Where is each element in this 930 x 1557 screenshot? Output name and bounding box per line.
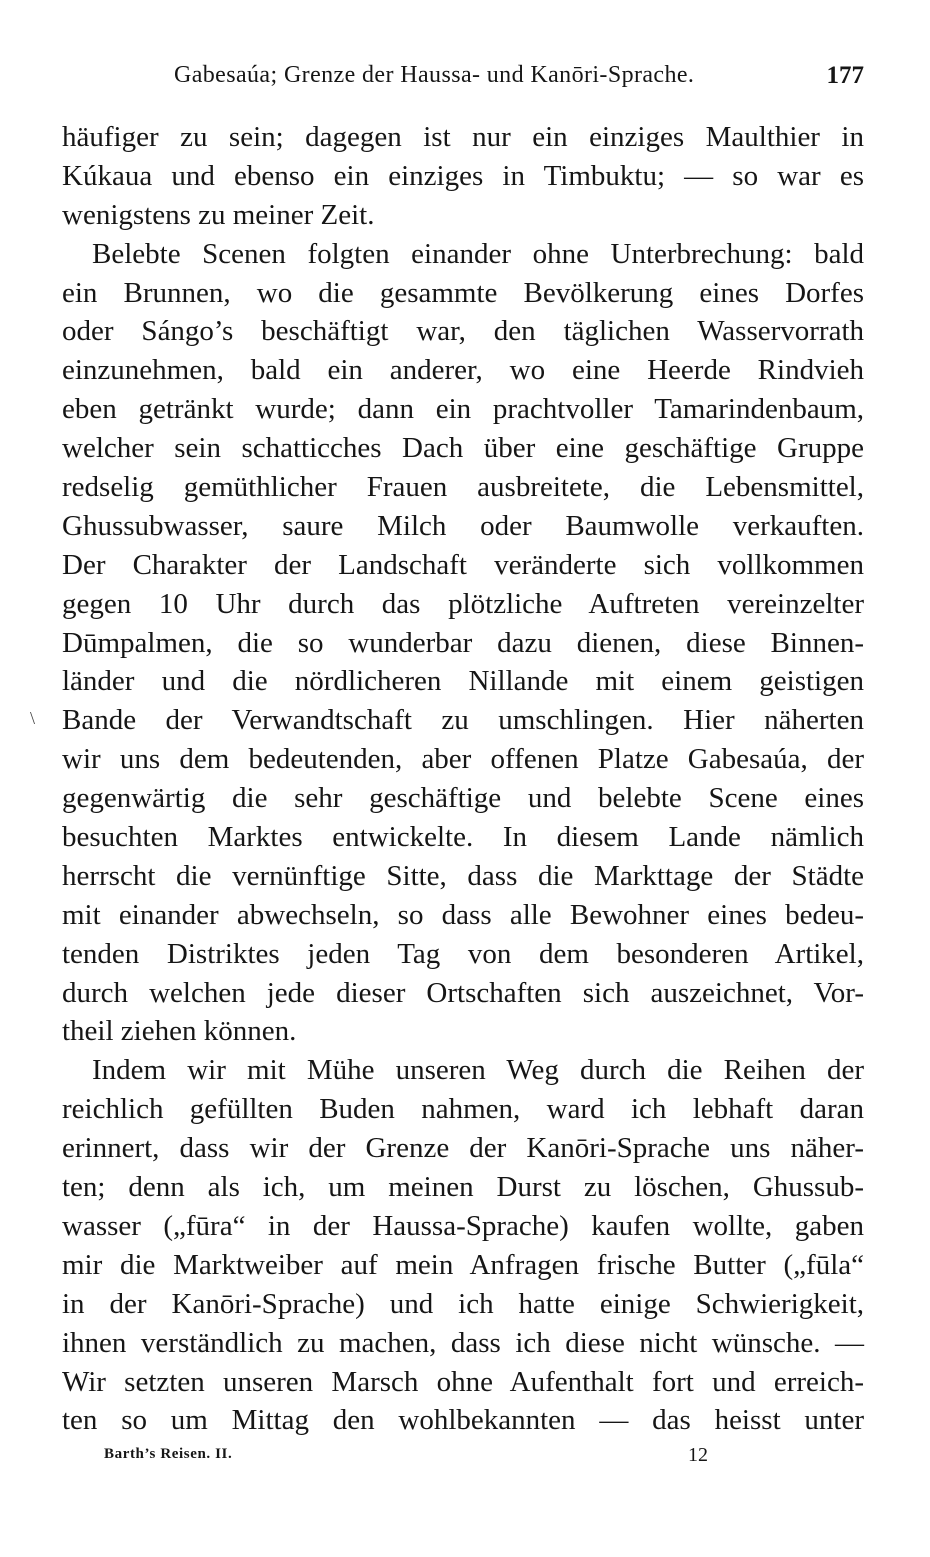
- text-line: welcher sein schatticches Dach über eine geschäftige Gruppe: [62, 432, 864, 465]
- text-line: mit einander abwechseln, so dass alle Bewohner eines bedeu-: [62, 898, 864, 931]
- page-number: 177: [826, 62, 864, 89]
- paragraph-start-line: Indem wir mit Mühe unseren Weg durch die Reihen der: [92, 1054, 864, 1087]
- text-line: Dūmpalmen, die so wunderbar dazu dienen, diese Binnen-: [62, 626, 864, 659]
- text-line: ten; denn als ich, um meinen Durst zu löschen, Ghussub-: [62, 1171, 864, 1204]
- text-line: redselig gemüthlicher Frauen ausbreitete, die Lebensmittel,: [62, 471, 864, 504]
- printer-signature: Barth’s Reisen. II.: [104, 1446, 233, 1462]
- text-line: Der Charakter der Landschaft veränderte sich vollkommen: [62, 548, 864, 581]
- margin-mark: \: [30, 708, 36, 728]
- text-line: ten so um Mittag den wohlbekannten — das heisst unter: [62, 1404, 864, 1437]
- text-line: Bande der Verwandtschaft zu umschlingen. Hier näherten: [62, 704, 864, 737]
- text-line: ihnen verständlich zu machen, dass ich diese nicht wünsche. —: [62, 1326, 864, 1359]
- text-line: erinnert, dass wir der Grenze der Kanōri-Sprache uns näher-: [62, 1132, 864, 1165]
- running-head: [62, 62, 864, 96]
- text-line: gegen 10 Uhr durch das plötzliche Auftreten vereinzelter: [62, 587, 864, 620]
- text-line: in der Kanōri-Sprache) und ich hatte einige Schwierigkeit,: [62, 1287, 864, 1320]
- text-line: durch welchen jede dieser Ortschaften sich auszeichnet, Vor-: [62, 976, 864, 1009]
- text-line: gegenwärtig die sehr geschäftige und belebte Scene eines: [62, 782, 864, 815]
- text-line: Ghussubwasser, saure Milch oder Baumwolle verkauften.: [62, 509, 864, 542]
- text-line: wir uns dem bedeutenden, aber offenen Platze Gabesaúa, der: [62, 743, 864, 776]
- page-footer: [104, 1446, 724, 1476]
- text-line: Wir setzten unseren Marsch ohne Aufenthalt fort und erreich-: [62, 1365, 864, 1398]
- paragraph-start-line: Belebte Scenen folgten einander ohne Unterbrechung: bald: [92, 237, 864, 270]
- signature-mark: 12: [688, 1444, 708, 1466]
- text-line: reichlich gefüllten Buden nahmen, ward ich lebhaft daran: [62, 1093, 864, 1126]
- text-line: wenigstens zu meiner Zeit.: [62, 198, 375, 231]
- text-line: tenden Distriktes jeden Tag von dem besonderen Artikel,: [62, 937, 864, 970]
- text-line: theil ziehen können.: [62, 1015, 297, 1048]
- text-line: oder Sángo’s beschäftigt war, den täglichen Wasservorrath: [62, 315, 864, 348]
- text-line: mir die Marktweiber auf mein Anfragen frische Butter („fūla“: [62, 1248, 864, 1281]
- running-title: Gabesaúa; Grenze der Haussa- und Kanōri-Sprache.: [174, 62, 695, 88]
- text-line: Kúkaua und ebenso ein einziges in Timbuktu; — so war es: [62, 159, 864, 192]
- text-line: wasser („fūra“ in der Haussa-Sprache) kaufen wollte, gaben: [62, 1209, 864, 1242]
- text-line: einzunehmen, bald ein anderer, wo eine Heerde Rindvieh: [62, 354, 864, 387]
- body-text: [62, 118, 864, 1440]
- text-line: länder und die nördlicheren Nillande mit einem geistigen: [62, 665, 864, 698]
- text-line: häufiger zu sein; dagegen ist nur ein einziges Maulthier in: [62, 121, 864, 153]
- text-line: ein Brunnen, wo die gesammte Bevölkerung eines Dorfes: [62, 276, 864, 309]
- text-line: besuchten Marktes entwickelte. In diesem Lande nämlich: [62, 821, 864, 854]
- text-line: eben getränkt wurde; dann ein prachtvoller Tamarindenbaum,: [62, 393, 864, 426]
- text-line: herrscht die vernünftige Sitte, dass die Markttage der Städte: [62, 859, 864, 892]
